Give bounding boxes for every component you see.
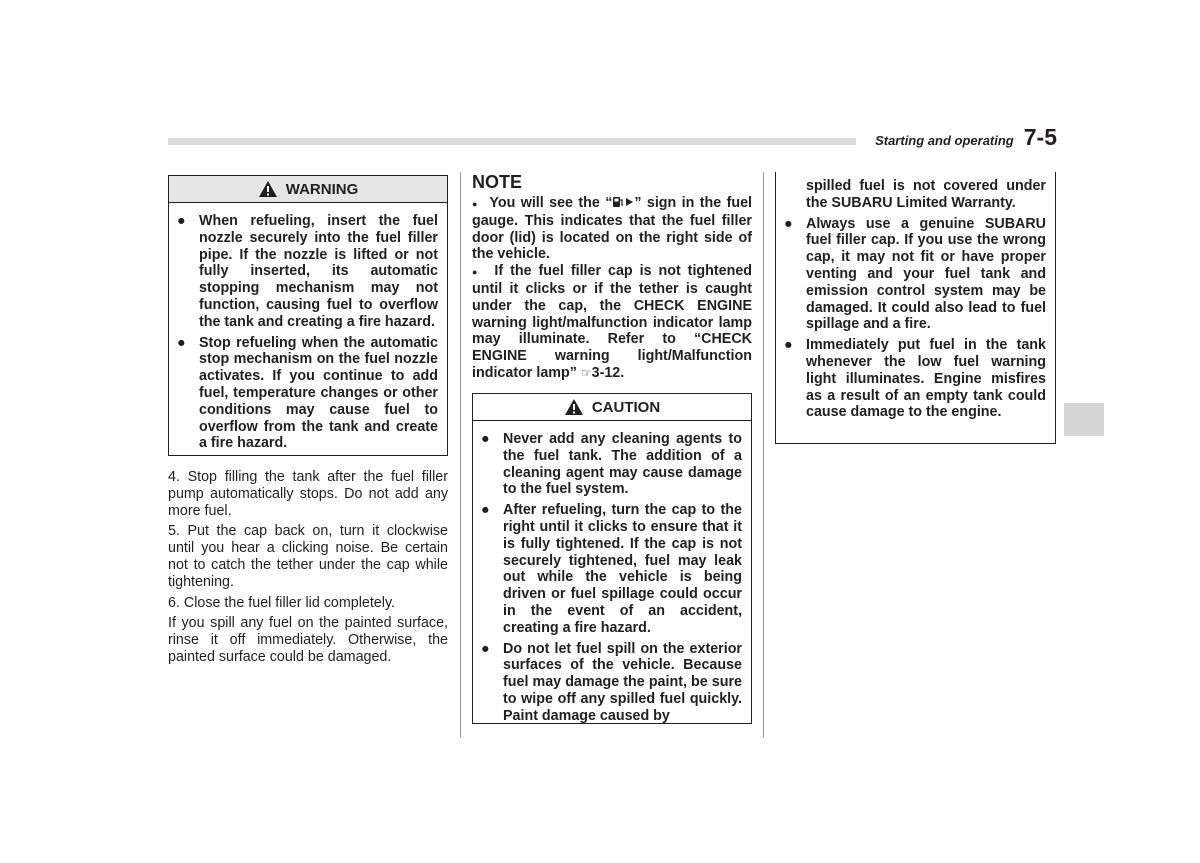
step-6: 6. Close the fuel filler lid completely.	[168, 594, 395, 611]
section-name: Starting and operating	[875, 133, 1014, 148]
list-item-text: After refueling, turn the cap to the right until it clicks to ensure that it is fully tightened. If the cap is not securely tightened, fuel may leak out while the vehicle is being driven or fuel spillage could occur in the event of an accident, creating a fire hazard.	[503, 502, 742, 636]
page-header	[875, 124, 1057, 151]
warning-triangle-icon	[564, 398, 584, 416]
list-item	[169, 335, 438, 453]
list-item-text: Do not let fuel spill on the exterior surfaces of the vehicle. Because fuel may damage the paint, be sure to wipe off any spilled fuel quickly. Paint damage caused by	[503, 640, 742, 724]
caution-box-header	[473, 394, 751, 421]
step-5: 5. Put the cap back on, turn it clockwise until you hear a clicking noise. Be certain not to catch the tether under the cap while tightening.	[168, 523, 448, 590]
bullet: ●	[481, 431, 490, 447]
warning-list	[169, 203, 447, 452]
caution-list-continued	[776, 172, 1055, 421]
list-item-text: Always use a genuine SUBARU fuel filler cap. If you use the wrong cap, it may not fit or have proper venting and your fuel tank and emission control system may be damaged. It could also lead to fuel spillage and a fire.	[806, 215, 1046, 333]
chapter-tab	[1064, 403, 1104, 436]
bullet: ●	[481, 640, 490, 657]
list-item-continued	[776, 178, 1046, 212]
body-text	[168, 469, 448, 670]
note-body	[472, 195, 752, 382]
note-item-1	[472, 195, 752, 263]
continued-text: spilled fuel is not covered under the SUBARU Limited Warranty.	[806, 178, 1046, 211]
warning-box-title: WARNING	[285, 180, 359, 198]
bullet: ●	[784, 337, 793, 354]
page-reference[interactable]: 3-12.	[591, 364, 625, 381]
note-item-1-after: ” sign in the fuel gauge. This indicates that the fuel filler door (lid) is located on the right side of the vehicle.	[472, 195, 752, 263]
warning-box-header	[169, 176, 447, 203]
column-divider-2	[763, 172, 764, 738]
list-item	[473, 641, 742, 725]
note-item-2-text: If the fuel filler cap is not tightened until it clicks or if the tether is caught under the cap, the CHECK ENGINE warning light/malfunction indicator lamp may illuminate. Refer to “CHECK ENGINE warning light/Malfunction indicator lamp”	[472, 263, 753, 381]
fuel-pump-arrow-icon	[612, 196, 634, 208]
bullet: ●	[481, 502, 490, 519]
page-number: 7-5	[1023, 124, 1057, 150]
header-rule	[168, 138, 856, 145]
list-item-text: Immediately put fuel in the tank whenever the low fuel warning light illuminates. Engine misfires as a result of an empty tank could cause damage to the engine.	[806, 337, 1046, 421]
list-item-text: Stop refueling when the automatic stop mechanism on the fuel nozzle activates. If you continue to add fuel, temperature changes or other conditions may cause fuel to overflow from the tank and create a fire hazard.	[199, 334, 438, 452]
bullet: ●	[177, 213, 186, 229]
list-item	[776, 216, 1046, 334]
caution-box	[472, 393, 752, 724]
caution-box-continued	[775, 172, 1056, 444]
warning-box	[168, 175, 448, 456]
list-item-text: Never add any cleaning agents to the fuel tank. The addition of a cleaning agent may cause damage to the fuel system.	[503, 431, 742, 498]
step-4: 4. Stop filling the tank after the fuel filler pump automatically stops. Do not add any more fuel.	[168, 469, 448, 519]
bullet: ●	[784, 215, 793, 232]
caution-box-title: CAUTION	[591, 398, 661, 416]
note-item-2	[472, 263, 752, 382]
note-item-1-before: You will see the “	[489, 195, 613, 211]
note-title: NOTE	[472, 172, 523, 192]
list-item	[473, 502, 742, 636]
list-item	[169, 213, 438, 331]
warning-triangle-icon	[258, 180, 278, 198]
bullet: ●	[472, 267, 481, 278]
spill-paragraph: If you spill any fuel on the painted surface, rinse it off immediately. Otherwise, the painted surface could be damaged.	[168, 615, 448, 665]
bullet: ●	[177, 334, 186, 351]
bullet: ●	[472, 199, 479, 209]
column-divider-1	[460, 172, 461, 738]
list-item	[776, 337, 1046, 421]
caution-list	[473, 421, 751, 725]
list-item-text: When refueling, insert the fuel nozzle securely into the fuel filler pipe. If the nozzle is lifted or not fully inserted, its automatic stopping mechanism may not function, causing fuel to overflow the tank and creating a fire hazard.	[199, 213, 438, 330]
reference-icon: ☞	[580, 365, 592, 380]
list-item	[473, 431, 742, 498]
